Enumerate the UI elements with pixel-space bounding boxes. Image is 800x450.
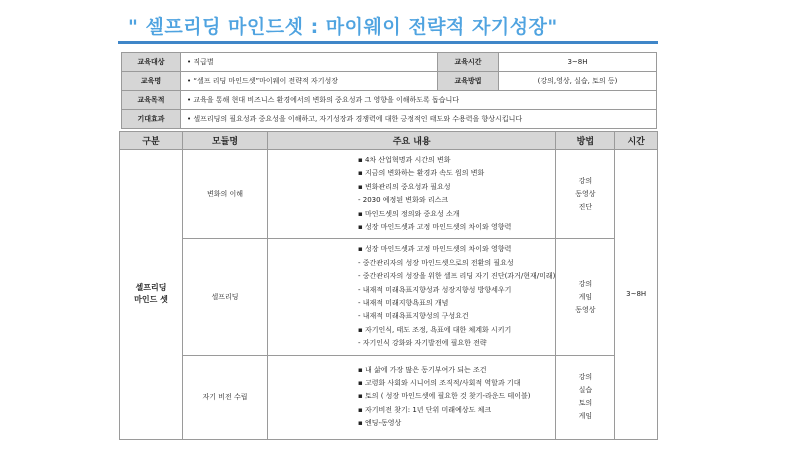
column-header: 모듈명 <box>183 132 268 150</box>
table-row <box>120 150 658 239</box>
method-item: 강의 <box>578 176 593 185</box>
method-item: 게임 <box>578 292 593 301</box>
method-item: 동영상 <box>575 189 596 198</box>
info-value: • 직급별 <box>181 53 438 72</box>
list-item: - 내재적 미래지향욕표의 개념 <box>358 299 449 308</box>
table-row <box>120 239 658 355</box>
list-item: ▪ 4차 산업혁명과 시간의 변화 <box>358 156 451 164</box>
info-value: • 교육을 통해 현대 비즈니스 환경에서의 변화의 중요성과 그 영향을 이해하도록 돕습니다 <box>181 91 657 110</box>
info-row-name <box>122 72 657 91</box>
method-cell <box>556 239 615 355</box>
column-header: 주요 내용 <box>268 132 556 150</box>
content-cell <box>268 239 556 355</box>
page-title: " 셀프리딩 마인드셋 : 마이웨이 전략적 자기성장" <box>128 16 558 38</box>
method-item: 게임 <box>578 412 593 421</box>
info-value: • 셀프리딩의 필요성과 중요성을 이해하고, 자기성장과 경쟁력에 대한 긍정적인 태도와 수용력을 향상시킵니다 <box>181 110 657 129</box>
column-header: 시간 <box>615 132 658 150</box>
column-header: 방법 <box>556 132 615 150</box>
list-item: ▪ 변화관리의 중요성과 필요성 <box>358 182 451 191</box>
info-row-target <box>122 53 657 72</box>
method-item: 강의 <box>578 279 593 288</box>
module-name: 변화의 이해 <box>183 150 268 239</box>
info-value: (강의,영상, 실습, 토의 등) <box>499 72 657 91</box>
info-label: 교육시간 <box>438 53 499 72</box>
method-item: 동영상 <box>575 305 596 314</box>
method-cell <box>556 150 615 239</box>
content-cell <box>268 355 556 439</box>
info-row-effect <box>122 110 657 129</box>
method-item: 강의 <box>578 373 593 382</box>
info-value: • “셀프 리딩 마인드셋”마이웨이 전략적 자기성장 <box>181 72 438 91</box>
category-line: 마인드 셋 <box>134 295 168 305</box>
method-cell <box>556 355 615 439</box>
method-item: 실습 <box>578 386 593 395</box>
info-label: 교육명 <box>122 72 181 91</box>
course-info-table <box>121 52 657 129</box>
column-header: 구분 <box>120 132 183 150</box>
table-header-row <box>120 132 658 150</box>
list-item: ▪ 자기인식, 태도 조정, 욕표에 대한 체계화 시키기 <box>358 325 512 334</box>
list-item: - 내재적 미래욕표지향성과 성장지향성 방향세우기 <box>358 285 512 294</box>
module-name: 자기 비전 수립 <box>183 355 268 439</box>
info-label: 교육목적 <box>122 91 181 110</box>
table-row <box>120 355 658 439</box>
time-cell: 3~8H <box>615 150 658 440</box>
list-item: ▪ 마인드셋의 정의와 중요성 소개 <box>358 209 460 218</box>
list-item: ▪ 지금의 변화하는 환경과 속도 읨의 변화 <box>358 169 485 178</box>
info-label: 기대효과 <box>122 110 181 129</box>
method-item: 토의 <box>578 399 593 408</box>
list-item: ▪ 토의 ( 성장 마인드셋에 필요한 것 찾기-라운드 테이블) <box>358 392 531 401</box>
list-item: ▪ 내 삶에 가장 많은 동기부여가 되는 조건 <box>358 365 487 374</box>
list-item: ▪ 성장 마인드셋과 고정 마인드셋의 차이와 영향력 <box>358 223 512 232</box>
category-line: 셀프리딩 <box>135 283 167 293</box>
list-item: - 2030 예정된 변화와 리스크 <box>358 196 449 205</box>
list-item: ▪ 성장 마인드셋과 고정 마인드셋의 차이와 영향력 <box>358 245 512 254</box>
info-label: 교육방법 <box>438 72 499 91</box>
list-item: - 내재적 미래욕표지향성의 구성요건 <box>358 312 469 321</box>
info-row-purpose <box>122 91 657 110</box>
title-divider <box>118 41 658 44</box>
list-item: ▪ 고령화 사회와 시니어의 조직적/사회적 역할과 기대 <box>358 379 521 388</box>
info-value: 3~8H <box>499 53 657 72</box>
list-item: ▪ 엔딩-동영상 <box>358 419 402 428</box>
list-item: - 중간관리자의 성장을 위한 셀프 리딩 자기 진단(과거/현재/미래) <box>358 272 556 281</box>
list-item: - 자기인식 강화와 자기발전에 필요한 전략 <box>358 339 487 348</box>
category-cell <box>120 150 183 440</box>
module-name: 셀프리딩 <box>183 239 268 355</box>
method-item: 진단 <box>578 202 593 211</box>
content-cell <box>268 150 556 239</box>
list-item: - 중간관리자의 성장 마인드셋으로의 전환의 필요성 <box>358 258 514 267</box>
info-label: 교육대상 <box>122 53 181 72</box>
list-item: ▪ 자기비전 찾기: 1년 단위 미래예상도 체크 <box>358 405 492 414</box>
curriculum-table <box>119 131 658 440</box>
